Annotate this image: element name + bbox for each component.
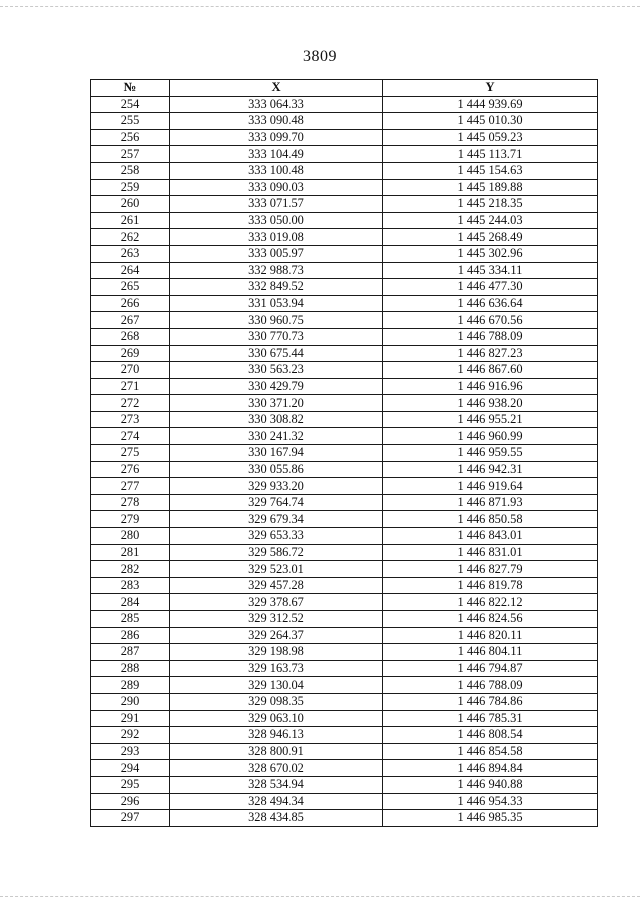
y-coordinate-cell: 1 446 804.11	[383, 644, 598, 661]
x-coordinate-cell: 333 104.49	[170, 146, 383, 163]
table-row	[91, 212, 598, 229]
table-row	[91, 693, 598, 710]
point-number-cell: 291	[91, 710, 170, 727]
y-coordinate-cell: 1 445 244.03	[383, 212, 598, 229]
y-coordinate-cell: 1 446 824.56	[383, 611, 598, 628]
table-row	[91, 96, 598, 113]
table-row	[91, 295, 598, 312]
point-number-cell: 268	[91, 328, 170, 345]
table-row	[91, 677, 598, 694]
table-row	[91, 162, 598, 179]
point-number-cell: 267	[91, 312, 170, 329]
table-row	[91, 129, 598, 146]
y-coordinate-cell: 1 445 010.30	[383, 113, 598, 130]
y-coordinate-cell: 1 446 827.79	[383, 561, 598, 578]
table-row	[91, 528, 598, 545]
table-row	[91, 727, 598, 744]
point-number-cell: 259	[91, 179, 170, 196]
header-number: №	[91, 80, 170, 97]
table-row	[91, 279, 598, 296]
table-row	[91, 395, 598, 412]
y-coordinate-cell: 1 445 218.35	[383, 196, 598, 213]
point-number-cell: 262	[91, 229, 170, 246]
y-coordinate-cell: 1 446 794.87	[383, 660, 598, 677]
point-number-cell: 293	[91, 743, 170, 760]
point-number-cell: 279	[91, 511, 170, 528]
x-coordinate-cell: 328 434.85	[170, 810, 383, 827]
y-coordinate-cell: 1 446 960.99	[383, 428, 598, 445]
point-number-cell: 280	[91, 528, 170, 545]
x-coordinate-cell: 329 264.37	[170, 627, 383, 644]
table-row	[91, 776, 598, 793]
y-coordinate-cell: 1 444 939.69	[383, 96, 598, 113]
table-row	[91, 113, 598, 130]
table-row	[91, 428, 598, 445]
point-number-cell: 297	[91, 810, 170, 827]
x-coordinate-cell: 329 764.74	[170, 494, 383, 511]
x-coordinate-cell: 330 055.86	[170, 461, 383, 478]
point-number-cell: 273	[91, 411, 170, 428]
point-number-cell: 275	[91, 445, 170, 462]
point-number-cell: 283	[91, 577, 170, 594]
y-coordinate-cell: 1 446 919.64	[383, 478, 598, 495]
x-coordinate-cell: 330 563.23	[170, 362, 383, 379]
y-coordinate-cell: 1 445 268.49	[383, 229, 598, 246]
y-coordinate-cell: 1 446 985.35	[383, 810, 598, 827]
point-number-cell: 276	[91, 461, 170, 478]
x-coordinate-cell: 333 099.70	[170, 129, 383, 146]
point-number-cell: 263	[91, 245, 170, 262]
table-row	[91, 179, 598, 196]
table-row	[91, 328, 598, 345]
table-row	[91, 810, 598, 827]
x-coordinate-cell: 329 523.01	[170, 561, 383, 578]
point-number-cell: 296	[91, 793, 170, 810]
x-coordinate-cell: 333 005.97	[170, 245, 383, 262]
x-coordinate-cell: 329 586.72	[170, 544, 383, 561]
x-coordinate-cell: 333 071.57	[170, 196, 383, 213]
scan-bottom-edge	[0, 896, 640, 897]
y-coordinate-cell: 1 445 154.63	[383, 162, 598, 179]
point-number-cell: 272	[91, 395, 170, 412]
x-coordinate-cell: 333 050.00	[170, 212, 383, 229]
y-coordinate-cell: 1 446 670.56	[383, 312, 598, 329]
point-number-cell: 255	[91, 113, 170, 130]
table-row	[91, 577, 598, 594]
y-coordinate-cell: 1 446 959.55	[383, 445, 598, 462]
table-row	[91, 494, 598, 511]
x-coordinate-cell: 330 371.20	[170, 395, 383, 412]
table-row	[91, 660, 598, 677]
table-row	[91, 710, 598, 727]
table-row	[91, 594, 598, 611]
y-coordinate-cell: 1 446 916.96	[383, 378, 598, 395]
table-row	[91, 461, 598, 478]
table-row	[91, 362, 598, 379]
scan-top-edge	[0, 6, 640, 7]
y-coordinate-cell: 1 446 808.54	[383, 727, 598, 744]
point-number-cell: 281	[91, 544, 170, 561]
point-number-cell: 288	[91, 660, 170, 677]
point-number-cell: 285	[91, 611, 170, 628]
table-row	[91, 345, 598, 362]
y-coordinate-cell: 1 445 189.88	[383, 179, 598, 196]
point-number-cell: 261	[91, 212, 170, 229]
coordinates-table	[90, 79, 598, 827]
x-coordinate-cell: 333 090.03	[170, 179, 383, 196]
x-coordinate-cell: 333 019.08	[170, 229, 383, 246]
x-coordinate-cell: 329 130.04	[170, 677, 383, 694]
x-coordinate-cell: 333 090.48	[170, 113, 383, 130]
x-coordinate-cell: 332 988.73	[170, 262, 383, 279]
point-number-cell: 269	[91, 345, 170, 362]
table-header	[91, 80, 598, 97]
point-number-cell: 286	[91, 627, 170, 644]
y-coordinate-cell: 1 446 867.60	[383, 362, 598, 379]
table-row	[91, 760, 598, 777]
header-y: Y	[383, 80, 598, 97]
point-number-cell: 254	[91, 96, 170, 113]
header-x: X	[170, 80, 383, 97]
point-number-cell: 294	[91, 760, 170, 777]
point-number-cell: 277	[91, 478, 170, 495]
table-row	[91, 627, 598, 644]
point-number-cell: 289	[91, 677, 170, 694]
y-coordinate-cell: 1 446 854.58	[383, 743, 598, 760]
y-coordinate-cell: 1 446 784.86	[383, 693, 598, 710]
x-coordinate-cell: 332 849.52	[170, 279, 383, 296]
y-coordinate-cell: 1 446 871.93	[383, 494, 598, 511]
y-coordinate-cell: 1 446 785.31	[383, 710, 598, 727]
table-row	[91, 544, 598, 561]
table-row	[91, 611, 598, 628]
table-row	[91, 262, 598, 279]
x-coordinate-cell: 329 063.10	[170, 710, 383, 727]
point-number-cell: 264	[91, 262, 170, 279]
point-number-cell: 287	[91, 644, 170, 661]
y-coordinate-cell: 1 446 819.78	[383, 577, 598, 594]
x-coordinate-cell: 328 946.13	[170, 727, 383, 744]
x-coordinate-cell: 328 494.34	[170, 793, 383, 810]
table-row	[91, 312, 598, 329]
y-coordinate-cell: 1 446 827.23	[383, 345, 598, 362]
point-number-cell: 256	[91, 129, 170, 146]
table-row	[91, 411, 598, 428]
x-coordinate-cell: 329 163.73	[170, 660, 383, 677]
table-row	[91, 511, 598, 528]
y-coordinate-cell: 1 446 843.01	[383, 528, 598, 545]
table-row	[91, 644, 598, 661]
x-coordinate-cell: 329 933.20	[170, 478, 383, 495]
y-coordinate-cell: 1 446 788.09	[383, 328, 598, 345]
y-coordinate-cell: 1 446 894.84	[383, 760, 598, 777]
x-coordinate-cell: 333 064.33	[170, 96, 383, 113]
y-coordinate-cell: 1 446 942.31	[383, 461, 598, 478]
x-coordinate-cell: 328 534.94	[170, 776, 383, 793]
table-row	[91, 378, 598, 395]
table-row	[91, 561, 598, 578]
point-number-cell: 292	[91, 727, 170, 744]
y-coordinate-cell: 1 446 477.30	[383, 279, 598, 296]
point-number-cell: 265	[91, 279, 170, 296]
x-coordinate-cell: 329 378.67	[170, 594, 383, 611]
table-row	[91, 793, 598, 810]
point-number-cell: 274	[91, 428, 170, 445]
table-row	[91, 196, 598, 213]
y-coordinate-cell: 1 446 954.33	[383, 793, 598, 810]
y-coordinate-cell: 1 445 059.23	[383, 129, 598, 146]
table-row	[91, 743, 598, 760]
x-coordinate-cell: 328 800.91	[170, 743, 383, 760]
x-coordinate-cell: 331 053.94	[170, 295, 383, 312]
y-coordinate-cell: 1 445 302.96	[383, 245, 598, 262]
point-number-cell: 282	[91, 561, 170, 578]
x-coordinate-cell: 330 770.73	[170, 328, 383, 345]
y-coordinate-cell: 1 446 938.20	[383, 395, 598, 412]
y-coordinate-cell: 1 446 636.64	[383, 295, 598, 312]
x-coordinate-cell: 329 679.34	[170, 511, 383, 528]
x-coordinate-cell: 330 167.94	[170, 445, 383, 462]
table-row	[91, 229, 598, 246]
y-coordinate-cell: 1 445 334.11	[383, 262, 598, 279]
x-coordinate-cell: 329 457.28	[170, 577, 383, 594]
point-number-cell: 270	[91, 362, 170, 379]
point-number-cell: 271	[91, 378, 170, 395]
table-row	[91, 445, 598, 462]
point-number-cell: 284	[91, 594, 170, 611]
point-number-cell: 266	[91, 295, 170, 312]
x-coordinate-cell: 329 653.33	[170, 528, 383, 545]
point-number-cell: 295	[91, 776, 170, 793]
point-number-cell: 258	[91, 162, 170, 179]
header-row	[91, 80, 598, 97]
point-number-cell: 290	[91, 693, 170, 710]
table-row	[91, 146, 598, 163]
point-number-cell: 260	[91, 196, 170, 213]
x-coordinate-cell: 328 670.02	[170, 760, 383, 777]
y-coordinate-cell: 1 446 820.11	[383, 627, 598, 644]
x-coordinate-cell: 329 098.35	[170, 693, 383, 710]
y-coordinate-cell: 1 445 113.71	[383, 146, 598, 163]
point-number-cell: 278	[91, 494, 170, 511]
x-coordinate-cell: 330 960.75	[170, 312, 383, 329]
x-coordinate-cell: 330 308.82	[170, 411, 383, 428]
y-coordinate-cell: 1 446 822.12	[383, 594, 598, 611]
page-number: 3809	[303, 48, 337, 65]
table-row	[91, 478, 598, 495]
x-coordinate-cell: 329 198.98	[170, 644, 383, 661]
y-coordinate-cell: 1 446 850.58	[383, 511, 598, 528]
table-row	[91, 245, 598, 262]
y-coordinate-cell: 1 446 831.01	[383, 544, 598, 561]
table-body	[91, 96, 598, 826]
x-coordinate-cell: 330 241.32	[170, 428, 383, 445]
point-number-cell: 257	[91, 146, 170, 163]
y-coordinate-cell: 1 446 940.88	[383, 776, 598, 793]
x-coordinate-cell: 330 429.79	[170, 378, 383, 395]
x-coordinate-cell: 329 312.52	[170, 611, 383, 628]
y-coordinate-cell: 1 446 955.21	[383, 411, 598, 428]
x-coordinate-cell: 330 675.44	[170, 345, 383, 362]
x-coordinate-cell: 333 100.48	[170, 162, 383, 179]
y-coordinate-cell: 1 446 788.09	[383, 677, 598, 694]
